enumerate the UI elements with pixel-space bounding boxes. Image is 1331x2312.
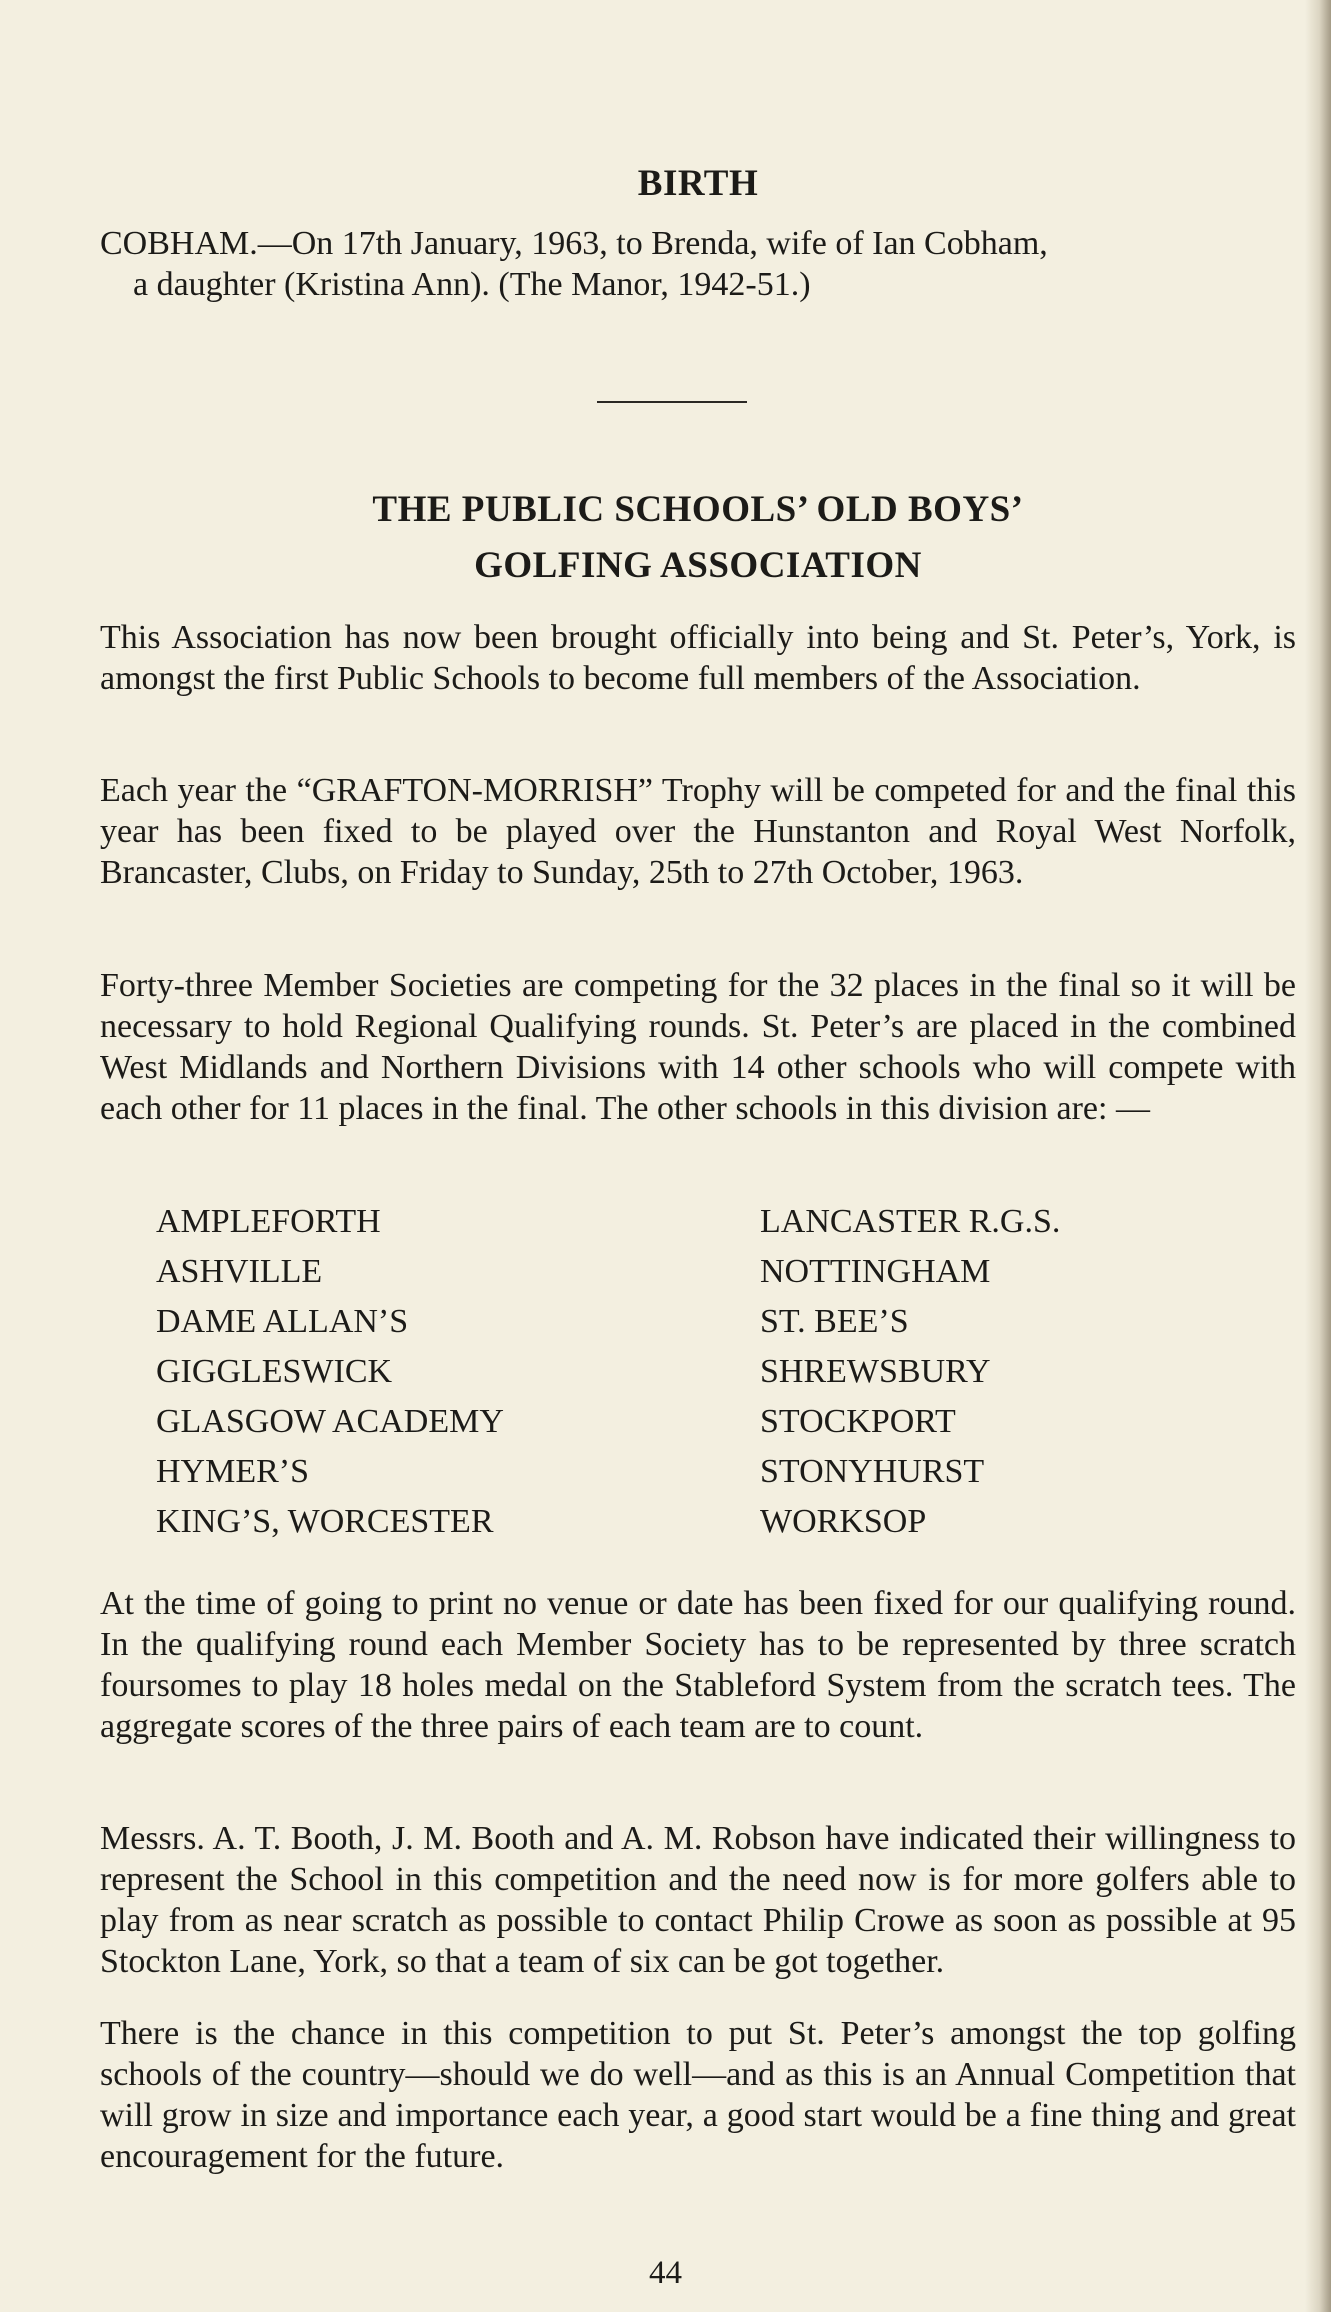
school-name: AMPLEFORTH bbox=[156, 1203, 381, 1240]
paragraph-encouragement: There is the chance in this competition to put St. Peter’s amongst the top golfing schools of the country—should we do well—and as this is an Annual Competition that will grow in size and importance each year, a good start would be a fine thing and great encouragement for the future. bbox=[100, 2015, 1296, 2175]
association-heading-line2: GOLFING ASSOCIATION bbox=[474, 545, 922, 586]
birth-announcement bbox=[100, 223, 1296, 305]
page-number: 44 bbox=[649, 2255, 682, 2291]
schools-row bbox=[156, 1297, 1256, 1347]
school-name: ST. BEE’S bbox=[760, 1303, 909, 1340]
birth-heading: BIRTH bbox=[637, 163, 759, 204]
birth-announcement-line1: COBHAM.—On 17th January, 1963, to Brenda, wife of Ian Cobham, bbox=[100, 225, 1048, 262]
school-name: HYMER’S bbox=[156, 1453, 310, 1490]
schools-row bbox=[156, 1447, 1256, 1497]
schools-list bbox=[156, 1197, 1256, 1547]
school-name: LANCASTER R.G.S. bbox=[760, 1203, 1061, 1240]
school-name: DAME ALLAN’S bbox=[156, 1303, 409, 1340]
school-name: NOTTINGHAM bbox=[760, 1253, 991, 1290]
section-divider bbox=[597, 401, 747, 403]
paragraph-volunteers: Messrs. A. T. Booth, J. M. Booth and A. M. Robson have indicated their willingness to represent the School in this competition and the need now is for more golfers able to play from as near scratch as possible to contact Philip Crowe as soon as possible at 95 Stockton Lane, York, so that a team of six can be got together. bbox=[100, 1820, 1296, 1980]
paragraph-qualifying-rounds: Forty-three Member Societies are competing for the 32 places in the final so it will be necessary to hold Regional Qualifying rounds. St. Peter’s are placed in the combined West Midlands and Northern Divisions with 14 other schools who will compete with each other for 11 places in the final. The other schools in this division are: — bbox=[100, 967, 1296, 1127]
paragraph-association-founded: This Association has now been brought officially into being and St. Peter’s, York, is amongst the first Public Schools to become full members of the Association. bbox=[100, 619, 1296, 697]
school-name: STONYHURST bbox=[760, 1453, 985, 1490]
schools-row bbox=[156, 1197, 1256, 1247]
school-name: ASHVILLE bbox=[156, 1253, 323, 1290]
school-name: SHREWSBURY bbox=[760, 1353, 991, 1390]
school-name: STOCKPORT bbox=[760, 1403, 956, 1440]
paragraph-trophy-final: Each year the “GRAFTON-MORRISH” Trophy will be competed for and the final this year has been fixed to be played over the Hunstanton and Royal West Norfolk, Brancaster, Clubs, on Friday to Sunday, 25th to 27th October, 1963. bbox=[100, 772, 1296, 891]
school-name: GLASGOW ACADEMY bbox=[156, 1403, 504, 1440]
schools-row bbox=[156, 1497, 1256, 1547]
association-heading-line1: THE PUBLIC SCHOOLS’ OLD BOYS’ bbox=[372, 489, 1024, 530]
school-name: GIGGLESWICK bbox=[156, 1353, 393, 1390]
schools-row bbox=[156, 1347, 1256, 1397]
school-name: KING’S, WORCESTER bbox=[156, 1503, 494, 1540]
paragraph-qualifying-format: At the time of going to print no venue or date has been fixed for our qualifying round. In the qualifying round each Member Society has to be represented by three scratch foursomes to play 18 holes medal on the Stableford System from the scratch tees. The aggregate scores of the three pairs of each team are to count. bbox=[100, 1585, 1296, 1745]
page-edge-shadow bbox=[1305, 0, 1331, 2312]
schools-row bbox=[156, 1397, 1256, 1447]
birth-announcement-line2: a daughter (Kristina Ann). (The Manor, 1942-51.) bbox=[133, 266, 811, 303]
schools-row bbox=[156, 1247, 1256, 1297]
school-name: WORKSOP bbox=[760, 1503, 927, 1540]
